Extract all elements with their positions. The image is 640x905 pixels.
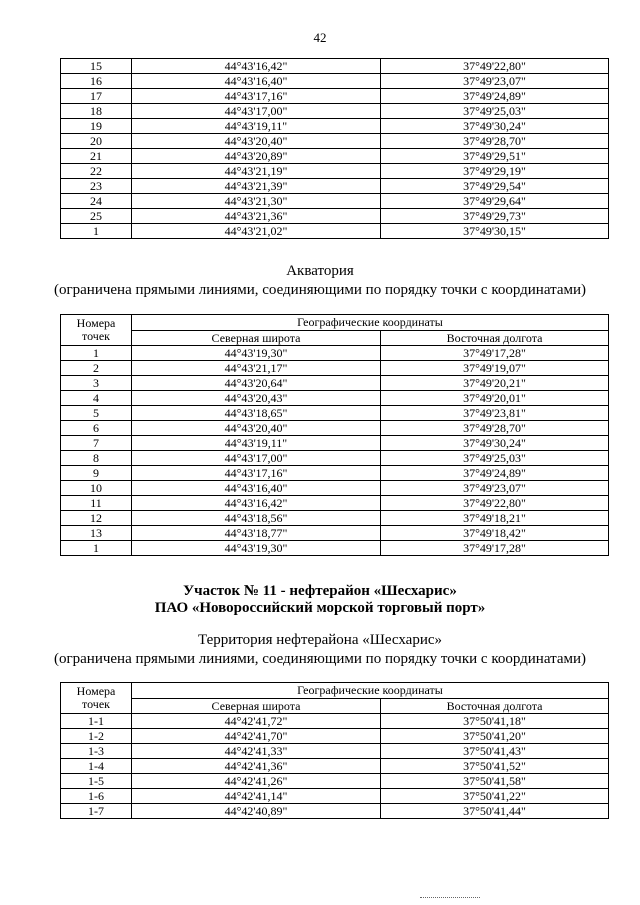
latitude-cell: 44°43'20,40" bbox=[132, 421, 381, 436]
latitude-cell: 44°43'16,42" bbox=[132, 496, 381, 511]
table-row bbox=[61, 774, 609, 789]
table-row bbox=[61, 729, 609, 744]
latitude-cell: 44°43'21,39" bbox=[132, 179, 381, 194]
latitude-cell: 44°43'21,17" bbox=[132, 361, 381, 376]
latitude-cell: 44°43'16,40" bbox=[132, 481, 381, 496]
latitude-cell: 44°43'19,30" bbox=[132, 541, 381, 556]
longitude-cell: 37°49'18,21" bbox=[381, 511, 609, 526]
point-number-cell: 1-5 bbox=[61, 774, 132, 789]
latitude-cell: 44°43'21,36" bbox=[132, 209, 381, 224]
point-number-cell: 20 bbox=[61, 134, 132, 149]
point-number-cell: 1-3 bbox=[61, 744, 132, 759]
point-number-cell: 9 bbox=[61, 466, 132, 481]
longitude-cell: 37°49'20,01" bbox=[381, 391, 609, 406]
section-title-uchastok: Участок № 11 - нефтерайон «Шесхарис» bbox=[183, 583, 457, 599]
point-number-cell: 6 bbox=[61, 421, 132, 436]
point-number-cell: 1-4 bbox=[61, 759, 132, 774]
longitude-cell: 37°49'18,42" bbox=[381, 526, 609, 541]
table-row bbox=[61, 149, 609, 164]
sheskharis-coordinates-table bbox=[60, 682, 609, 819]
latitude-cell: 44°43'17,16" bbox=[132, 466, 381, 481]
table-row bbox=[61, 209, 609, 224]
point-number-cell: 21 bbox=[61, 149, 132, 164]
table-row bbox=[61, 481, 609, 496]
latitude-cell: 44°42'41,70" bbox=[132, 729, 381, 744]
coordinates-table-continued bbox=[60, 58, 609, 239]
point-number-cell: 3 bbox=[61, 376, 132, 391]
table-row bbox=[61, 511, 609, 526]
latitude-cell: 44°43'19,30" bbox=[132, 346, 381, 361]
table-row bbox=[61, 134, 609, 149]
table-row bbox=[61, 744, 609, 759]
point-number-cell: 1 bbox=[61, 346, 132, 361]
longitude-cell: 37°49'24,89" bbox=[381, 466, 609, 481]
table-row bbox=[61, 714, 609, 729]
longitude-cell: 37°49'29,54" bbox=[381, 179, 609, 194]
table-row bbox=[61, 164, 609, 179]
header-point-number bbox=[61, 315, 132, 346]
table-row bbox=[61, 526, 609, 541]
latitude-cell: 44°43'17,16" bbox=[132, 89, 381, 104]
point-number-cell: 7 bbox=[61, 436, 132, 451]
section-title-pao: ПАО «Новороссийский морской торговый порт» bbox=[154, 600, 486, 616]
longitude-cell: 37°49'17,28" bbox=[381, 346, 609, 361]
latitude-cell: 44°43'20,89" bbox=[132, 149, 381, 164]
point-number-cell: 13 bbox=[61, 526, 132, 541]
table-row bbox=[61, 59, 609, 74]
longitude-cell: 37°49'25,03" bbox=[381, 104, 609, 119]
point-number-cell: 1 bbox=[61, 224, 132, 239]
table-row bbox=[61, 496, 609, 511]
point-number-cell: 4 bbox=[61, 391, 132, 406]
table-row bbox=[61, 759, 609, 774]
point-number-cell: 18 bbox=[61, 104, 132, 119]
longitude-cell: 37°50'41,52" bbox=[381, 759, 609, 774]
point-number-cell: 22 bbox=[61, 164, 132, 179]
longitude-cell: 37°49'22,80" bbox=[381, 59, 609, 74]
table-row bbox=[61, 346, 609, 361]
latitude-cell: 44°43'19,11" bbox=[132, 119, 381, 134]
latitude-cell: 44°42'40,89" bbox=[132, 804, 381, 819]
header-longitude: Восточная долгота bbox=[381, 331, 609, 346]
table-row bbox=[61, 789, 609, 804]
point-number-cell: 1-7 bbox=[61, 804, 132, 819]
point-number-cell: 15 bbox=[61, 59, 132, 74]
longitude-cell: 37°49'30,24" bbox=[381, 119, 609, 134]
section-title-territory: Территория нефтерайона «Шесхарис» bbox=[198, 632, 442, 648]
table-row bbox=[61, 376, 609, 391]
table-body bbox=[61, 346, 609, 556]
longitude-cell: 37°50'41,43" bbox=[381, 744, 609, 759]
table-row bbox=[61, 466, 609, 481]
latitude-cell: 44°43'17,00" bbox=[132, 451, 381, 466]
latitude-cell: 44°42'41,14" bbox=[132, 789, 381, 804]
table-row bbox=[61, 804, 609, 819]
section-subtitle-akvatoriya: (ограничена прямыми линиями, соединяющими по порядку точки с координатами) bbox=[53, 282, 587, 298]
point-number-cell: 25 bbox=[61, 209, 132, 224]
table-row bbox=[61, 119, 609, 134]
longitude-cell: 37°50'41,44" bbox=[381, 804, 609, 819]
latitude-cell: 44°43'21,30" bbox=[132, 194, 381, 209]
point-number-cell: 1 bbox=[61, 541, 132, 556]
point-number-cell: 10 bbox=[61, 481, 132, 496]
latitude-cell: 44°43'18,56" bbox=[132, 511, 381, 526]
latitude-cell: 44°43'16,42" bbox=[132, 59, 381, 74]
table-row bbox=[61, 179, 609, 194]
latitude-cell: 44°43'18,77" bbox=[132, 526, 381, 541]
header-point-number bbox=[61, 683, 132, 714]
longitude-cell: 37°49'23,07" bbox=[381, 74, 609, 89]
table-row bbox=[61, 421, 609, 436]
latitude-cell: 44°42'41,72" bbox=[132, 714, 381, 729]
latitude-cell: 44°43'20,40" bbox=[132, 134, 381, 149]
table-row bbox=[61, 194, 609, 209]
header-point-number-line1: Номера bbox=[76, 316, 116, 330]
point-number-cell: 8 bbox=[61, 451, 132, 466]
longitude-cell: 37°49'17,28" bbox=[381, 541, 609, 556]
latitude-cell: 44°42'41,33" bbox=[132, 744, 381, 759]
table-row bbox=[61, 74, 609, 89]
table-row bbox=[61, 541, 609, 556]
section-subtitle-territory: (ограничена прямыми линиями, соединяющими по порядку точки с координатами) bbox=[53, 651, 587, 667]
latitude-cell: 44°43'16,40" bbox=[132, 74, 381, 89]
header-point-number-line2: точек bbox=[82, 329, 110, 343]
latitude-cell: 44°42'41,36" bbox=[132, 759, 381, 774]
point-number-cell: 1-1 bbox=[61, 714, 132, 729]
table-row bbox=[61, 391, 609, 406]
longitude-cell: 37°49'20,21" bbox=[381, 376, 609, 391]
header-geo-coordinates: Географические координаты bbox=[132, 683, 609, 699]
point-number-cell: 19 bbox=[61, 119, 132, 134]
point-number-cell: 11 bbox=[61, 496, 132, 511]
scan-artifact-line bbox=[420, 897, 480, 901]
longitude-cell: 37°50'41,20" bbox=[381, 729, 609, 744]
header-latitude: Северная широта bbox=[132, 331, 381, 346]
latitude-cell: 44°43'19,11" bbox=[132, 436, 381, 451]
longitude-cell: 37°49'19,07" bbox=[381, 361, 609, 376]
table-row bbox=[61, 104, 609, 119]
table-body bbox=[61, 59, 609, 239]
longitude-cell: 37°49'30,15" bbox=[381, 224, 609, 239]
point-number-cell: 17 bbox=[61, 89, 132, 104]
latitude-cell: 44°43'17,00" bbox=[132, 104, 381, 119]
point-number-cell: 5 bbox=[61, 406, 132, 421]
latitude-cell: 44°43'21,02" bbox=[132, 224, 381, 239]
table-row bbox=[61, 406, 609, 421]
table-body bbox=[61, 714, 609, 819]
latitude-cell: 44°43'18,65" bbox=[132, 406, 381, 421]
header-point-number-line1: Номера bbox=[76, 684, 116, 698]
point-number-cell: 16 bbox=[61, 74, 132, 89]
longitude-cell: 37°49'28,70" bbox=[381, 134, 609, 149]
longitude-cell: 37°49'22,80" bbox=[381, 496, 609, 511]
header-point-number-line2: точек bbox=[82, 697, 110, 711]
latitude-cell: 44°43'20,43" bbox=[132, 391, 381, 406]
longitude-cell: 37°50'41,22" bbox=[381, 789, 609, 804]
longitude-cell: 37°49'25,03" bbox=[381, 451, 609, 466]
table-row bbox=[61, 89, 609, 104]
longitude-cell: 37°49'23,07" bbox=[381, 481, 609, 496]
point-number-cell: 1-6 bbox=[61, 789, 132, 804]
table-row bbox=[61, 224, 609, 239]
page-number: 42 bbox=[313, 30, 327, 45]
header-longitude: Восточная долгота bbox=[381, 699, 609, 714]
longitude-cell: 37°49'28,70" bbox=[381, 421, 609, 436]
longitude-cell: 37°50'41,58" bbox=[381, 774, 609, 789]
latitude-cell: 44°42'41,26" bbox=[132, 774, 381, 789]
longitude-cell: 37°49'24,89" bbox=[381, 89, 609, 104]
latitude-cell: 44°43'21,19" bbox=[132, 164, 381, 179]
point-number-cell: 2 bbox=[61, 361, 132, 376]
table-row bbox=[61, 361, 609, 376]
longitude-cell: 37°49'30,24" bbox=[381, 436, 609, 451]
header-latitude: Северная широта bbox=[132, 699, 381, 714]
longitude-cell: 37°49'29,19" bbox=[381, 164, 609, 179]
header-geo-coordinates: Географические координаты bbox=[132, 315, 609, 331]
longitude-cell: 37°49'29,64" bbox=[381, 194, 609, 209]
akvatoriya-coordinates-table bbox=[60, 314, 609, 556]
table-row bbox=[61, 436, 609, 451]
point-number-cell: 23 bbox=[61, 179, 132, 194]
longitude-cell: 37°49'29,51" bbox=[381, 149, 609, 164]
point-number-cell: 24 bbox=[61, 194, 132, 209]
point-number-cell: 12 bbox=[61, 511, 132, 526]
point-number-cell: 1-2 bbox=[61, 729, 132, 744]
latitude-cell: 44°43'20,64" bbox=[132, 376, 381, 391]
longitude-cell: 37°50'41,18" bbox=[381, 714, 609, 729]
section-title-akvatoriya: Акватория bbox=[286, 263, 354, 279]
longitude-cell: 37°49'23,81" bbox=[381, 406, 609, 421]
table-row bbox=[61, 451, 609, 466]
longitude-cell: 37°49'29,73" bbox=[381, 209, 609, 224]
